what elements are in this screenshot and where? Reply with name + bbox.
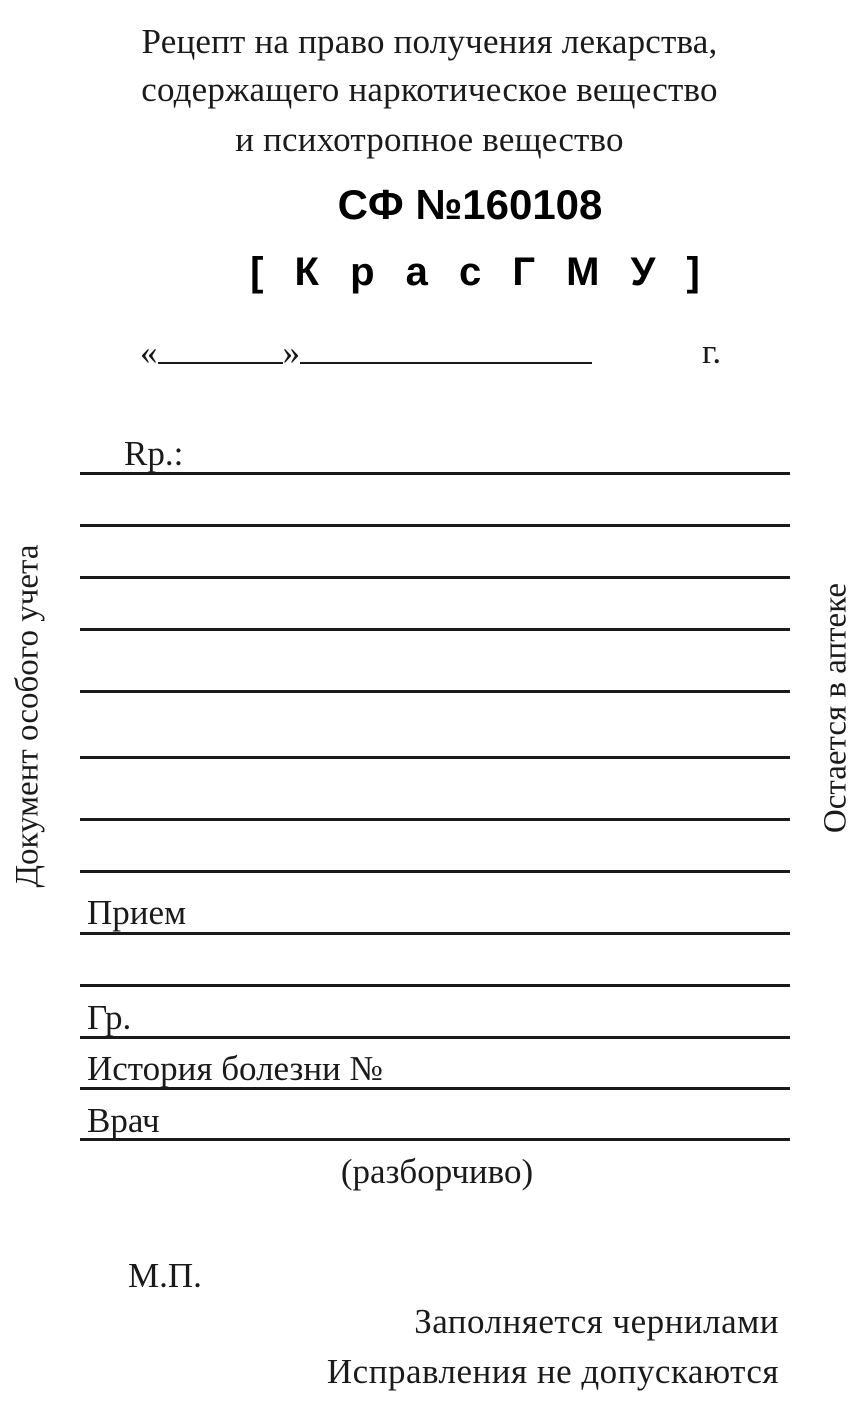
intake-line[interactable] [80,932,790,935]
date-year-suffix: г. [702,332,722,371]
prescription-line[interactable] [80,524,790,527]
intake-line[interactable] [80,984,790,987]
case-history-line[interactable] [80,1087,790,1090]
prescription-line[interactable] [80,818,790,821]
special-record-document-label: Документ особого учета [9,544,46,888]
intake-label: Прием [87,893,187,932]
form-title-line-1: Рецепт на право получения лекарства, [141,22,718,61]
patient-label: Гр. [87,998,132,1037]
institution-code: [ К р а с Г М У ] [250,250,710,294]
prescription-line[interactable] [80,690,790,693]
form-title-line-2: содержащего наркотическое вещество [141,70,718,109]
doctor-line[interactable] [80,1138,790,1141]
doctor-label: Врач [87,1101,160,1140]
case-history-label: История болезни № [87,1049,383,1088]
prescription-line[interactable] [80,756,790,759]
prescription-line[interactable] [80,472,790,475]
date-field[interactable] [140,332,592,373]
date-day-blank[interactable] [158,332,283,364]
form-title-line-3: и психотропное вещество [235,120,624,159]
prescription-line[interactable] [80,628,790,631]
patient-line[interactable] [80,1036,790,1039]
footer-ink-note: Заполняется чернилами [414,1302,779,1341]
legibly-hint: (разборчиво) [340,1152,534,1191]
rp-label: Rp.: [124,434,184,473]
prescription-series-number: СФ №160108 [337,181,603,228]
prescription-line[interactable] [80,576,790,579]
remains-in-pharmacy-label: Остается в аптеке [817,582,854,834]
footer-no-corrections-note: Исправления не допускаются [326,1352,779,1391]
date-month-blank[interactable] [300,332,592,364]
date-close-quote: » [282,333,300,372]
prescription-line[interactable] [80,870,790,873]
date-open-quote: « [140,333,158,372]
seal-placeholder: М.П. [128,1256,202,1295]
